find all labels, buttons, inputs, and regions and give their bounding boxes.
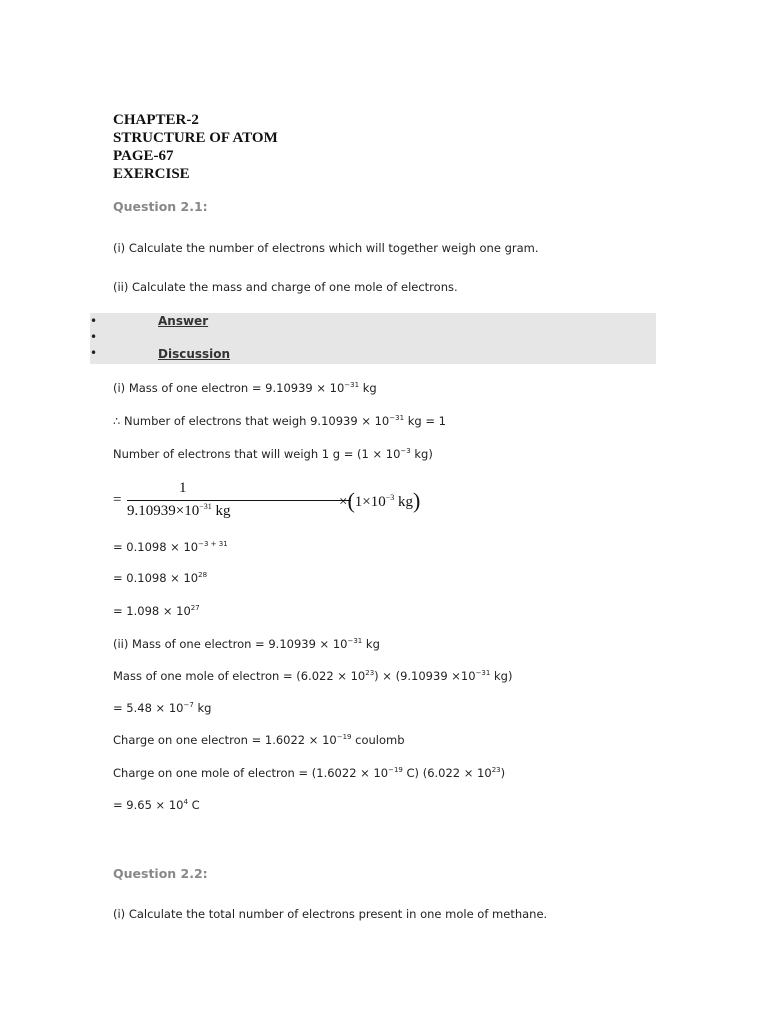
- fraction-denominator: $9.10939\times 10^{-31}$ kg: [127, 502, 231, 519]
- chapter-title: STRUCTURE OF ATOM: [113, 130, 278, 146]
- bullet: •: [90, 314, 98, 328]
- solution-line: = $5.48 \times 10^{-7}$ kg: [113, 701, 212, 715]
- discussion-tab[interactable]: Discussion: [158, 347, 231, 361]
- solution-line: Charge on one electron = $1.6022 \times 10^{-19}$ coulomb: [113, 733, 405, 747]
- solution-line: = $0.1098 \times 10^{28}$: [113, 571, 208, 585]
- fraction-bar: [127, 500, 351, 501]
- solution-line: Number of electrons that will weigh 1 $g = (1 \times 10^{-3}$ kg): [113, 447, 433, 461]
- solution-line: = $9.65 \times 10^4$ C: [113, 798, 200, 812]
- page-number-heading: PAGE-67: [113, 148, 174, 164]
- question-text: (ii) Calculate the mass and charge of one mole of electrons.: [113, 280, 458, 294]
- bullet: •: [90, 330, 98, 344]
- solution-line: ∴ Number of electrons that weigh $9.10939 \times 10^{-31}$ kg = 1: [113, 414, 446, 428]
- exercise-heading: EXERCISE: [113, 166, 190, 182]
- solution-line: Charge on one mole of electron = ($1.6022 \times 10^{-19}$ C) $(6.022 \times 10^{23})$: [113, 766, 506, 780]
- question-text: (i) Calculate the total number of electrons present in one mole of methane.: [113, 907, 548, 921]
- question-title: Question 2.1:: [113, 199, 208, 214]
- solution-line: (ii) Mass of one electron = $9.10939 \times 10^{-31}$ kg: [113, 637, 380, 651]
- fraction-multiplier: $\times(1\times 10^{-3}$ kg): [339, 488, 421, 513]
- solution-line: = $1.098 \times 10^{27}$: [113, 604, 200, 618]
- equals-sign: =: [113, 492, 122, 508]
- solution-line: (i) Mass of one electron = $9.10939 \times 10^{-31}$ kg: [113, 381, 377, 395]
- bullet: •: [90, 346, 98, 360]
- chapter-heading: CHAPTER-2: [113, 112, 199, 128]
- question-title: Question 2.2:: [113, 866, 208, 881]
- solution-line: Mass of one mole of electron = $(6.022 \times 10^{23}) \times (9.10939 \times 10^{-31}$ kg): [113, 669, 513, 683]
- fraction-numerator: 1: [179, 480, 187, 496]
- answer-tab[interactable]: Answer: [158, 314, 209, 328]
- solution-line: = $0.1098 \times 10^{-3 + 31}$: [113, 540, 228, 554]
- question-text: (i) Calculate the number of electrons which will together weigh one gram.: [113, 241, 539, 255]
